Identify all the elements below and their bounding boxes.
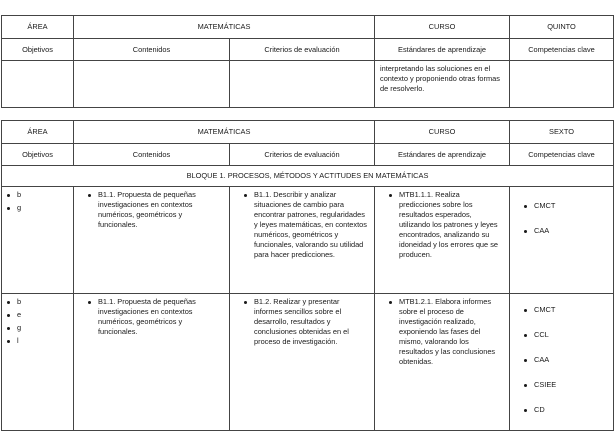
estandar-cell bbox=[375, 187, 510, 294]
area-label: ÁREA bbox=[2, 16, 74, 39]
subject-name: MATEMÁTICAS bbox=[74, 16, 375, 39]
block-title: BLOQUE 1. PROCESOS, MÉTODOS Y ACTITUDES EN MATEMÁTICAS bbox=[2, 166, 614, 187]
col-objetivos: Objetivos bbox=[2, 144, 74, 166]
course-label: CURSO bbox=[375, 121, 510, 144]
contenido-cell bbox=[74, 61, 230, 108]
objetivos-cell bbox=[2, 61, 74, 108]
competencias-list bbox=[524, 201, 607, 251]
col-criterios: Criterios de evaluación bbox=[230, 144, 375, 166]
list-item: CD bbox=[524, 405, 607, 430]
criterio-cell bbox=[230, 61, 375, 108]
estandar-text: MTB1.1.1. Realiza predicciones sobre los resultados esperados, utilizando los patrones y leyes encontrados, analizando su idoneidad y los errores que se producen. bbox=[389, 190, 503, 260]
criterio-text: B1.1. Describir y analizar situaciones de cambio para encontrar patrones, regularidades y leyes matemáticas, en contextos numéricos, geométricos y funcionales, valorando su utilidad para hacer predicciones. bbox=[244, 190, 368, 260]
table-row bbox=[2, 294, 614, 431]
list-item: e bbox=[7, 310, 69, 323]
criterio-cell bbox=[230, 187, 375, 294]
list-item: CMCT bbox=[524, 305, 607, 330]
list-item: CMCT bbox=[524, 201, 607, 226]
curriculum-table-sexto bbox=[1, 120, 614, 431]
col-contenidos: Contenidos bbox=[74, 39, 230, 61]
objetivos-cell bbox=[2, 187, 74, 294]
col-estandares: Estándares de aprendizaje bbox=[375, 144, 510, 166]
col-estandares: Estándares de aprendizaje bbox=[375, 39, 510, 61]
contenido-text: B1.1. Propuesta de pequeñas investigaciones en contextos numéricos, geométricos y funcionales. bbox=[88, 297, 223, 337]
course-label: CURSO bbox=[375, 16, 510, 39]
criterio-cell bbox=[230, 294, 375, 431]
contenido-cell bbox=[74, 294, 230, 431]
list-item: CAA bbox=[524, 355, 607, 380]
course-value: SEXTO bbox=[510, 121, 614, 144]
competencias-cell bbox=[510, 187, 614, 294]
list-item: CCL bbox=[524, 330, 607, 355]
course-value: QUINTO bbox=[510, 16, 614, 39]
list-item: CAA bbox=[524, 226, 607, 251]
list-item: g bbox=[7, 203, 69, 216]
col-contenidos: Contenidos bbox=[74, 144, 230, 166]
subject-name: MATEMÁTICAS bbox=[74, 121, 375, 144]
list-item: b bbox=[7, 190, 69, 203]
competencias-cell bbox=[510, 61, 614, 108]
objetivos-list bbox=[7, 190, 69, 216]
criterio-text: B1.2. Realizar y presentar informes sencillos sobre el desarrollo, resultados y conclusiones obtenidas en el proceso de investigación. bbox=[244, 297, 368, 347]
col-competencias: Competencias clave bbox=[510, 144, 614, 166]
area-label: ÁREA bbox=[2, 121, 74, 144]
estandar-cell: interpretando las soluciones en el contexto y proponiendo otras formas de resolverlo. bbox=[375, 61, 510, 108]
competencias-list bbox=[524, 305, 607, 430]
estandar-cell bbox=[375, 294, 510, 431]
objetivos-cell bbox=[2, 294, 74, 431]
list-item: g bbox=[7, 323, 69, 336]
contenido-text: B1.1. Propuesta de pequeñas investigaciones en contextos numéricos, geométricos y funcionales. bbox=[88, 190, 223, 230]
competencias-cell bbox=[510, 294, 614, 431]
col-criterios: Criterios de evaluación bbox=[230, 39, 375, 61]
contenido-cell bbox=[74, 187, 230, 294]
table-row bbox=[2, 187, 614, 294]
objetivos-list bbox=[7, 297, 69, 349]
col-objetivos: Objetivos bbox=[2, 39, 74, 61]
table-row bbox=[2, 61, 614, 108]
list-item: b bbox=[7, 297, 69, 310]
col-competencias: Competencias clave bbox=[510, 39, 614, 61]
curriculum-table-quinto bbox=[1, 15, 614, 108]
estandar-text: MTB1.2.1. Elabora informes sobre el proceso de investigación realizado, exponiendo las fases del mismo, valorando los resultados y las conclusiones obtenidas. bbox=[389, 297, 503, 367]
list-item: CSIEE bbox=[524, 380, 607, 405]
list-item: l bbox=[7, 336, 69, 349]
